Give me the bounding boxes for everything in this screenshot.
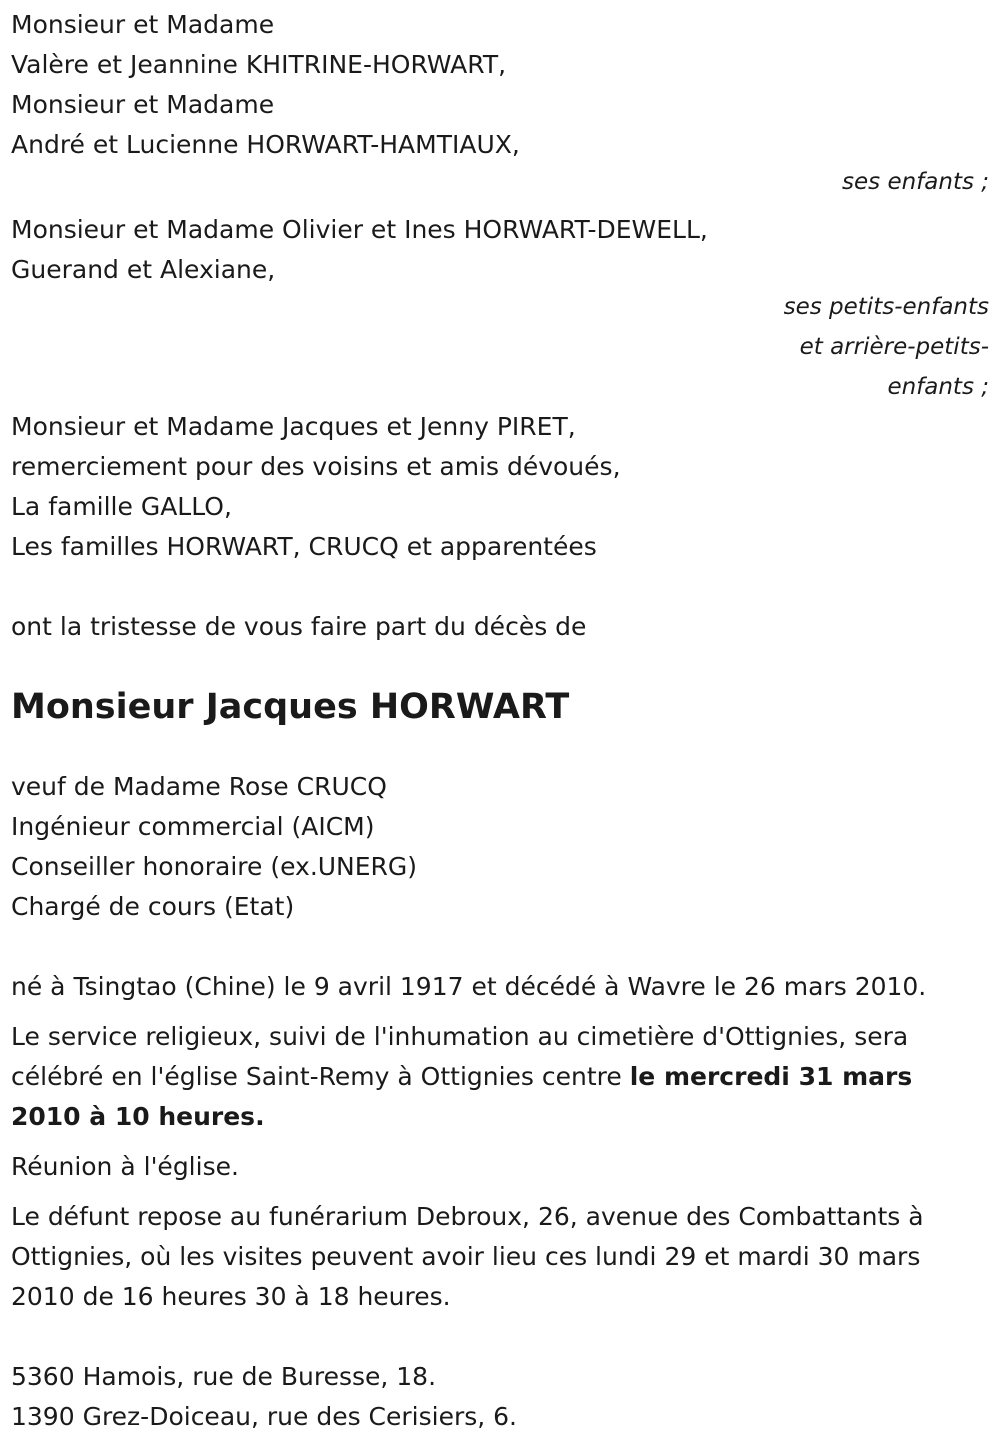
addresses-section xyxy=(11,1357,990,1437)
others-line: Les familles HORWART, CRUCQ et apparentées xyxy=(11,532,597,561)
service-info xyxy=(11,1017,986,1137)
title-line: veuf de Madame Rose CRUCQ xyxy=(11,772,387,801)
titles-section xyxy=(11,767,990,927)
grandchildren-role: et arrière-petits- xyxy=(799,334,989,360)
deceased-name: Monsieur Jacques HORWART xyxy=(11,687,570,727)
service-text: Le service religieux, suivi de l'inhumation au cimetière d'Ottignies, sera célébré en l'église Saint-Remy à Ottignies centre xyxy=(11,1022,909,1091)
address-line: 5360 Hamois, rue de Buresse, 18. xyxy=(11,1362,437,1391)
grandchildren-role: ses petits-enfants xyxy=(783,294,989,320)
details-section xyxy=(11,967,990,1317)
children-line: André et Lucienne HORWART-HAMTIAUX, xyxy=(11,130,520,159)
grandchildren-line: Guerand et Alexiane, xyxy=(11,255,276,284)
title-line: Ingénieur commercial (AICM) xyxy=(11,812,375,841)
service-datetime: le mercredi 31 mars 2010 à 10 heures. xyxy=(11,1062,913,1131)
children-section xyxy=(11,5,990,202)
children-role: ses enfants ; xyxy=(842,169,989,195)
children-line: Monsieur et Madame xyxy=(11,10,275,39)
grandchildren-line: Monsieur et Madame Olivier et Ines HORWART-DEWELL, xyxy=(11,215,708,244)
title-line: Conseiller honoraire (ex.UNERG) xyxy=(11,852,418,881)
others-line: La famille GALLO, xyxy=(11,492,232,521)
others-line: remerciement pour des voisins et amis dévoués, xyxy=(11,452,621,481)
title-line: Chargé de cours (Etat) xyxy=(11,892,295,921)
children-line: Monsieur et Madame xyxy=(11,90,275,119)
address-line: 1390 Grez-Doiceau, rue des Cerisiers, 6. xyxy=(11,1402,518,1431)
grandchildren-role: enfants ; xyxy=(887,374,989,400)
meeting-info: Réunion à l'église. xyxy=(11,1152,239,1181)
visits-info: Le défunt repose au funérarium Debroux, 26, avenue des Combattants à Ottignies, où les visites peuvent avoir lieu ces lundi 29 et mardi 30 mars 2010 de 16 heures 30 à 18 heures. xyxy=(11,1202,924,1311)
grandchildren-section xyxy=(11,210,990,407)
announcement: ont la tristesse de vous faire part du décès de xyxy=(11,612,587,641)
children-line: Valère et Jeannine KHITRINE-HORWART, xyxy=(11,50,507,79)
others-line: Monsieur et Madame Jacques et Jenny PIRET, xyxy=(11,412,576,441)
birth-death: né à Tsingtao (Chine) le 9 avril 1917 et décédé à Wavre le 26 mars 2010. xyxy=(11,972,927,1001)
others-section xyxy=(11,407,990,567)
